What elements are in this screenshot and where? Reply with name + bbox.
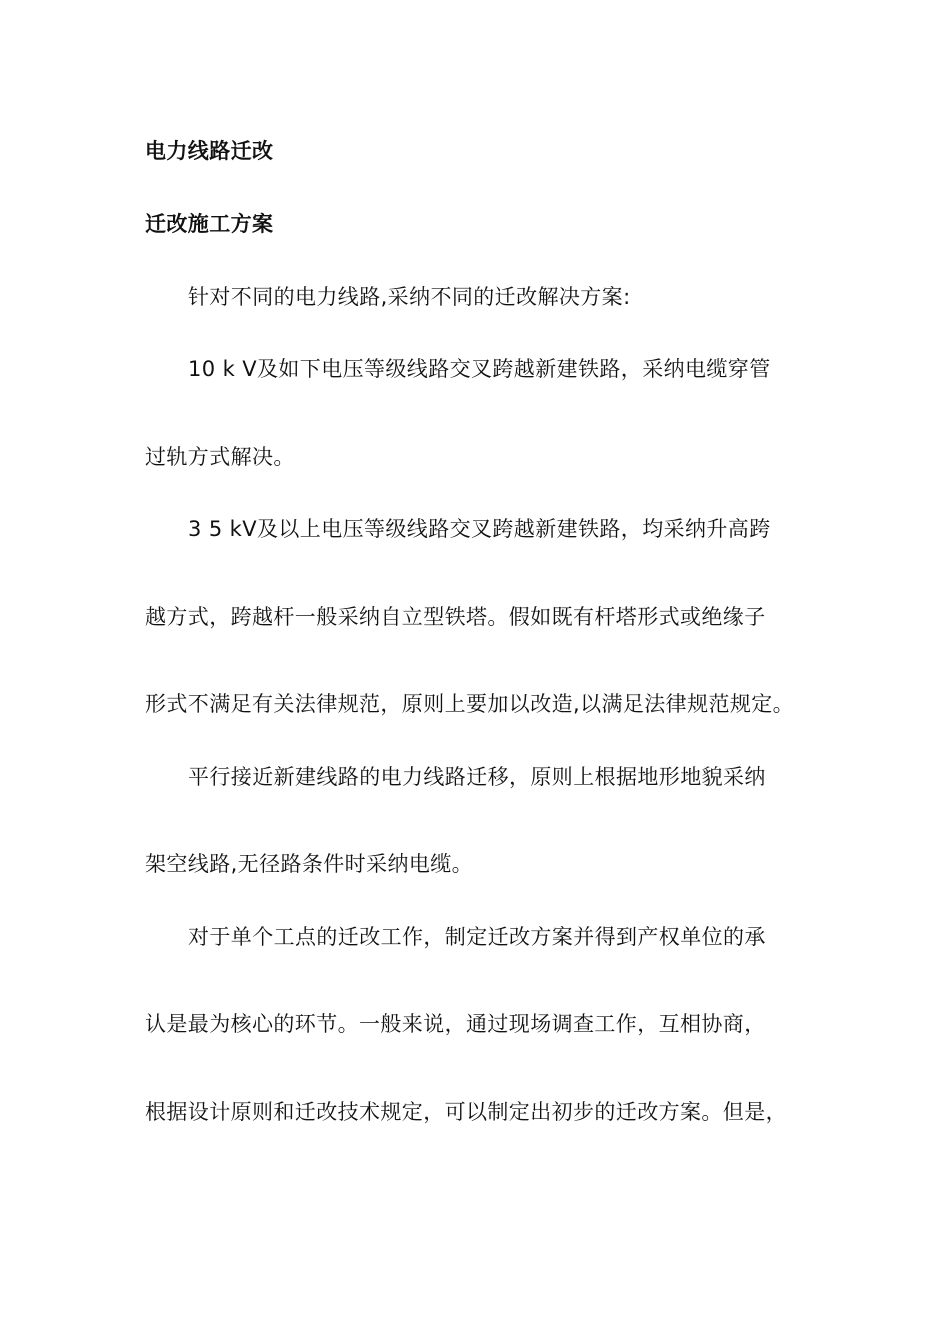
paragraph-line: 形式不满足有关法律规范，原则上要加以改造,以满足法律规范规定。 xyxy=(145,692,795,716)
paragraph-line: 平行接近新建线路的电力线路迁移，原则上根据地形地貌采纳 xyxy=(188,765,766,789)
document-title: 电力线路迁改 xyxy=(145,139,274,163)
paragraph-line: 过轨方式解决。 xyxy=(145,445,295,469)
paragraph-line: 认是最为核心的环节。一般来说，通过现场调查工作，互相协商， xyxy=(145,1012,766,1036)
paragraph-line: 针对不同的电力线路,采纳不同的迁改解决方案: xyxy=(188,285,631,309)
paragraph-line: 对于单个工点的迁改工作，制定迁改方案并得到产权单位的承 xyxy=(188,925,766,949)
section-heading: 迁改施工方案 xyxy=(145,212,274,236)
paragraph-line: 10 k V及如下电压等级线路交叉跨越新建铁路，采纳电缆穿管 xyxy=(188,357,771,381)
paragraph-line: 架空线路,无径路条件时采纳电缆。 xyxy=(145,852,474,876)
paragraph-line: 越方式，跨越杆一般采纳自立型铁塔。假如既有杆塔形式或绝缘子 xyxy=(145,605,766,629)
paragraph-line: 根据设计原则和迁改技术规定，可以制定出初步的迁改方案。但是， xyxy=(145,1100,787,1124)
paragraph-line: 3 5 kV及以上电压等级线路交叉跨越新建铁路，均采纳升高跨 xyxy=(188,517,771,541)
